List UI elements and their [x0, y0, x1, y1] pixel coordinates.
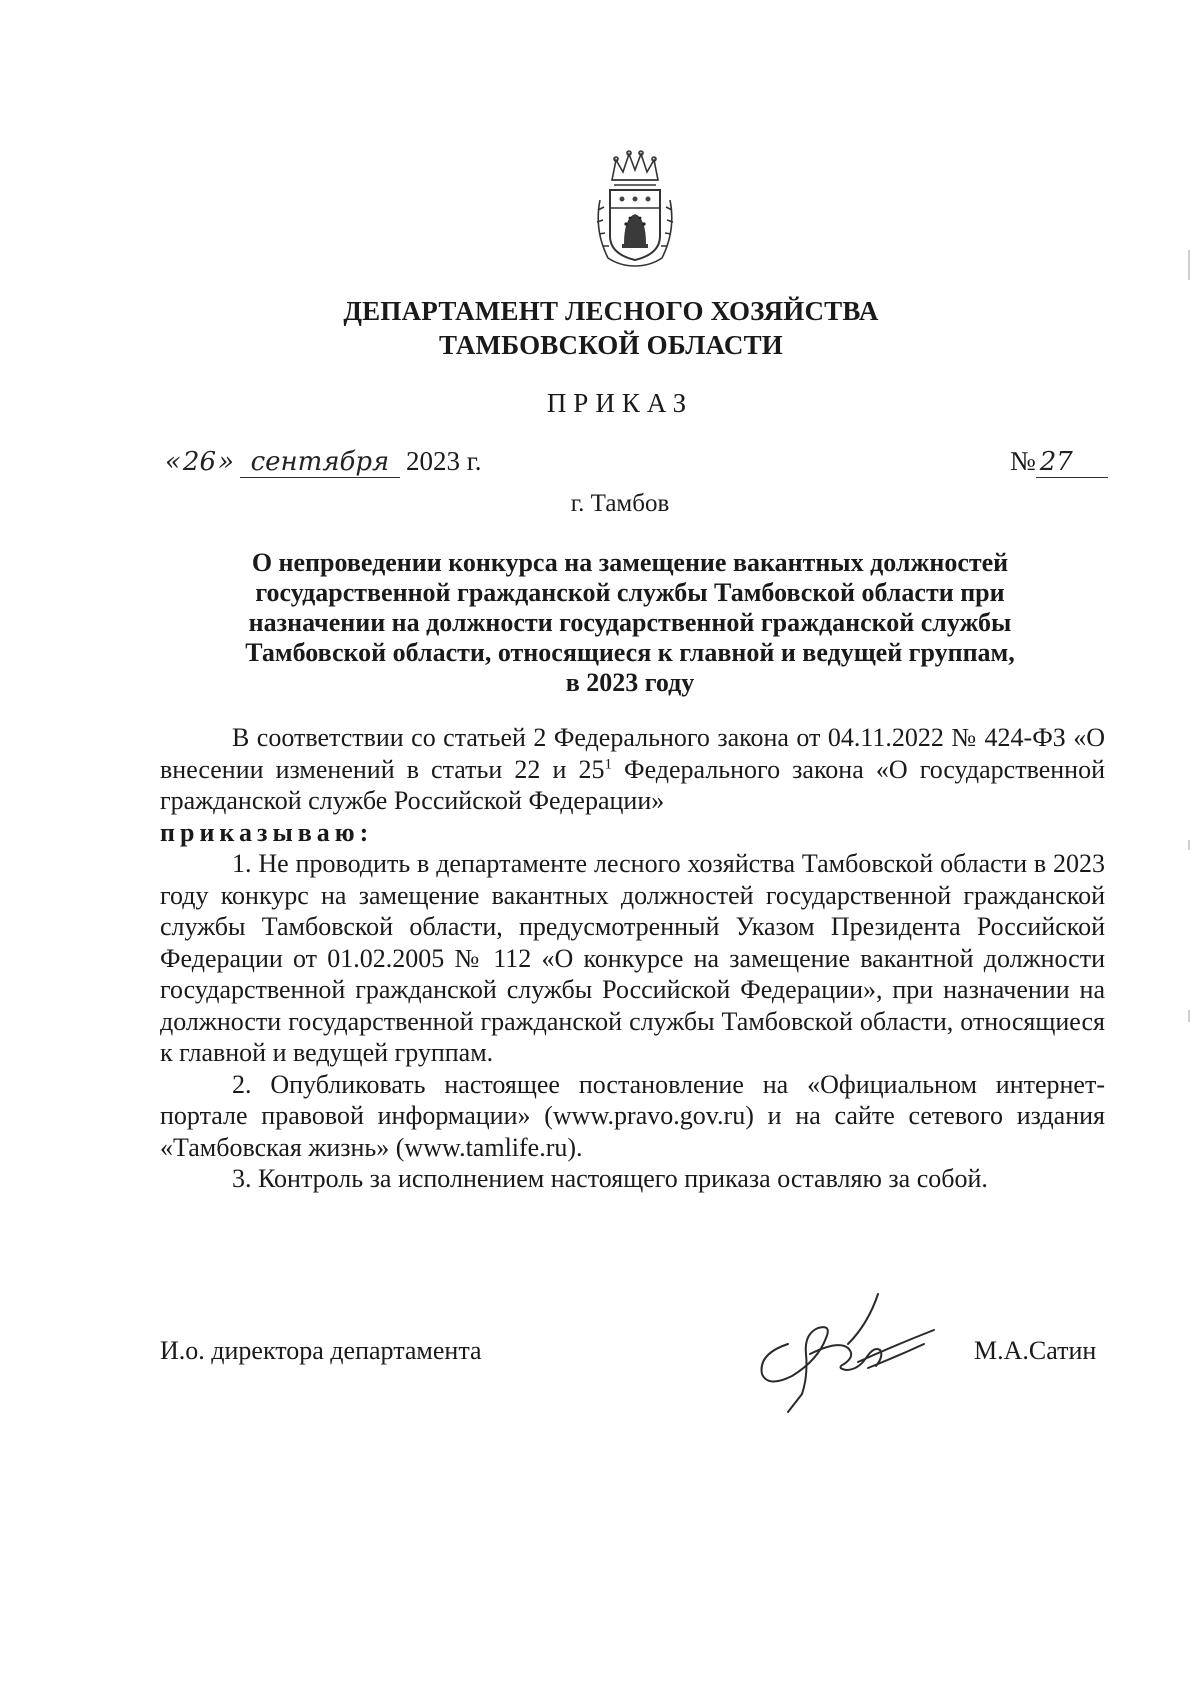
order-word-paragraph	[160, 817, 1105, 849]
number-value: 27	[1036, 447, 1108, 478]
signatory-title: И.о. директора департамента	[160, 1336, 482, 1365]
subject-line: в 2023 году	[565, 668, 695, 697]
date-month: сентября	[240, 447, 400, 478]
subject-line: государственной гражданской службы Тамбовской области при	[255, 578, 1005, 607]
org-name-line2: ТАМБОВСКОЙ ОБЛАСТИ	[438, 330, 784, 360]
document-body	[160, 722, 1105, 1195]
document-number	[1010, 446, 1108, 478]
document-city: г. Тамбов	[570, 490, 670, 517]
preamble-text-end: Федерального закона «О государственной гражданской службе Российской Федерации»	[160, 754, 1105, 815]
subject-line: назначении на должности государственной гражданской службы	[248, 608, 1012, 637]
order-item-1: 1. Не проводить в департаменте лесного хозяйства Тамбовской области в 2023 году конкурс на замещение вакантных должностей государственной гражданской службы Тамбовской области, предусмотренный Указом Президента Российской Федерации от 01.02.2005 № 112 «О конкурсе на замещение вакантной должности государственной гражданской службы Российской Федерации», при назначении на должности государственной гражданской службы Тамбовской области, относящиеся к главной и ведущей группам.	[160, 849, 1105, 1067]
document-subject	[160, 548, 1100, 698]
order-item-3: 3. Контроль за исполнением настоящего приказа оставляю за собой.	[232, 1164, 988, 1193]
scan-artifact	[1188, 1010, 1190, 1022]
signatory-name: М.А.Сатин	[974, 1336, 1097, 1365]
preamble-paragraph	[160, 722, 1105, 817]
date-year: 2023 г.	[405, 446, 482, 476]
subject-line: Тамбовской области, относящиеся к главной и ведущей группам,	[245, 638, 1015, 667]
document-type: ПРИКАЗ	[546, 388, 694, 418]
order-word: приказываю:	[160, 817, 374, 847]
tambov-coat-of-arms-icon	[590, 150, 680, 268]
preamble-text: В соответствии со статьей 2 Федерального закона от 04.11.2022 № 424-ФЗ «О внесении изменений в статьи 22 и 25	[160, 723, 1105, 784]
document-date	[165, 446, 481, 478]
date-day: 26	[182, 447, 217, 477]
scan-artifact	[1188, 840, 1190, 850]
subject-line: О непроведении конкурса на замещение вакантных должностей	[251, 548, 1009, 577]
preamble-superscript: 1	[604, 755, 612, 772]
date-open-quote: «	[165, 447, 181, 477]
org-name-line1: ДЕПАРТАМЕНТ ЛЕСНОГО ХОЗЯЙСТВА	[343, 296, 879, 326]
order-item-2: 2. Опубликовать настоящее постановление на «Официальном интернет-портале правовой информации» (www.pravo.gov.ru) и на сайте сетевого издания «Тамбовская жизнь» (www.tamlife.ru).	[160, 1069, 1105, 1162]
date-close-quote: »	[218, 447, 234, 477]
number-prefix: №	[1010, 446, 1036, 476]
handwritten-signature-icon	[748, 1284, 938, 1414]
scan-artifact	[1188, 250, 1190, 280]
